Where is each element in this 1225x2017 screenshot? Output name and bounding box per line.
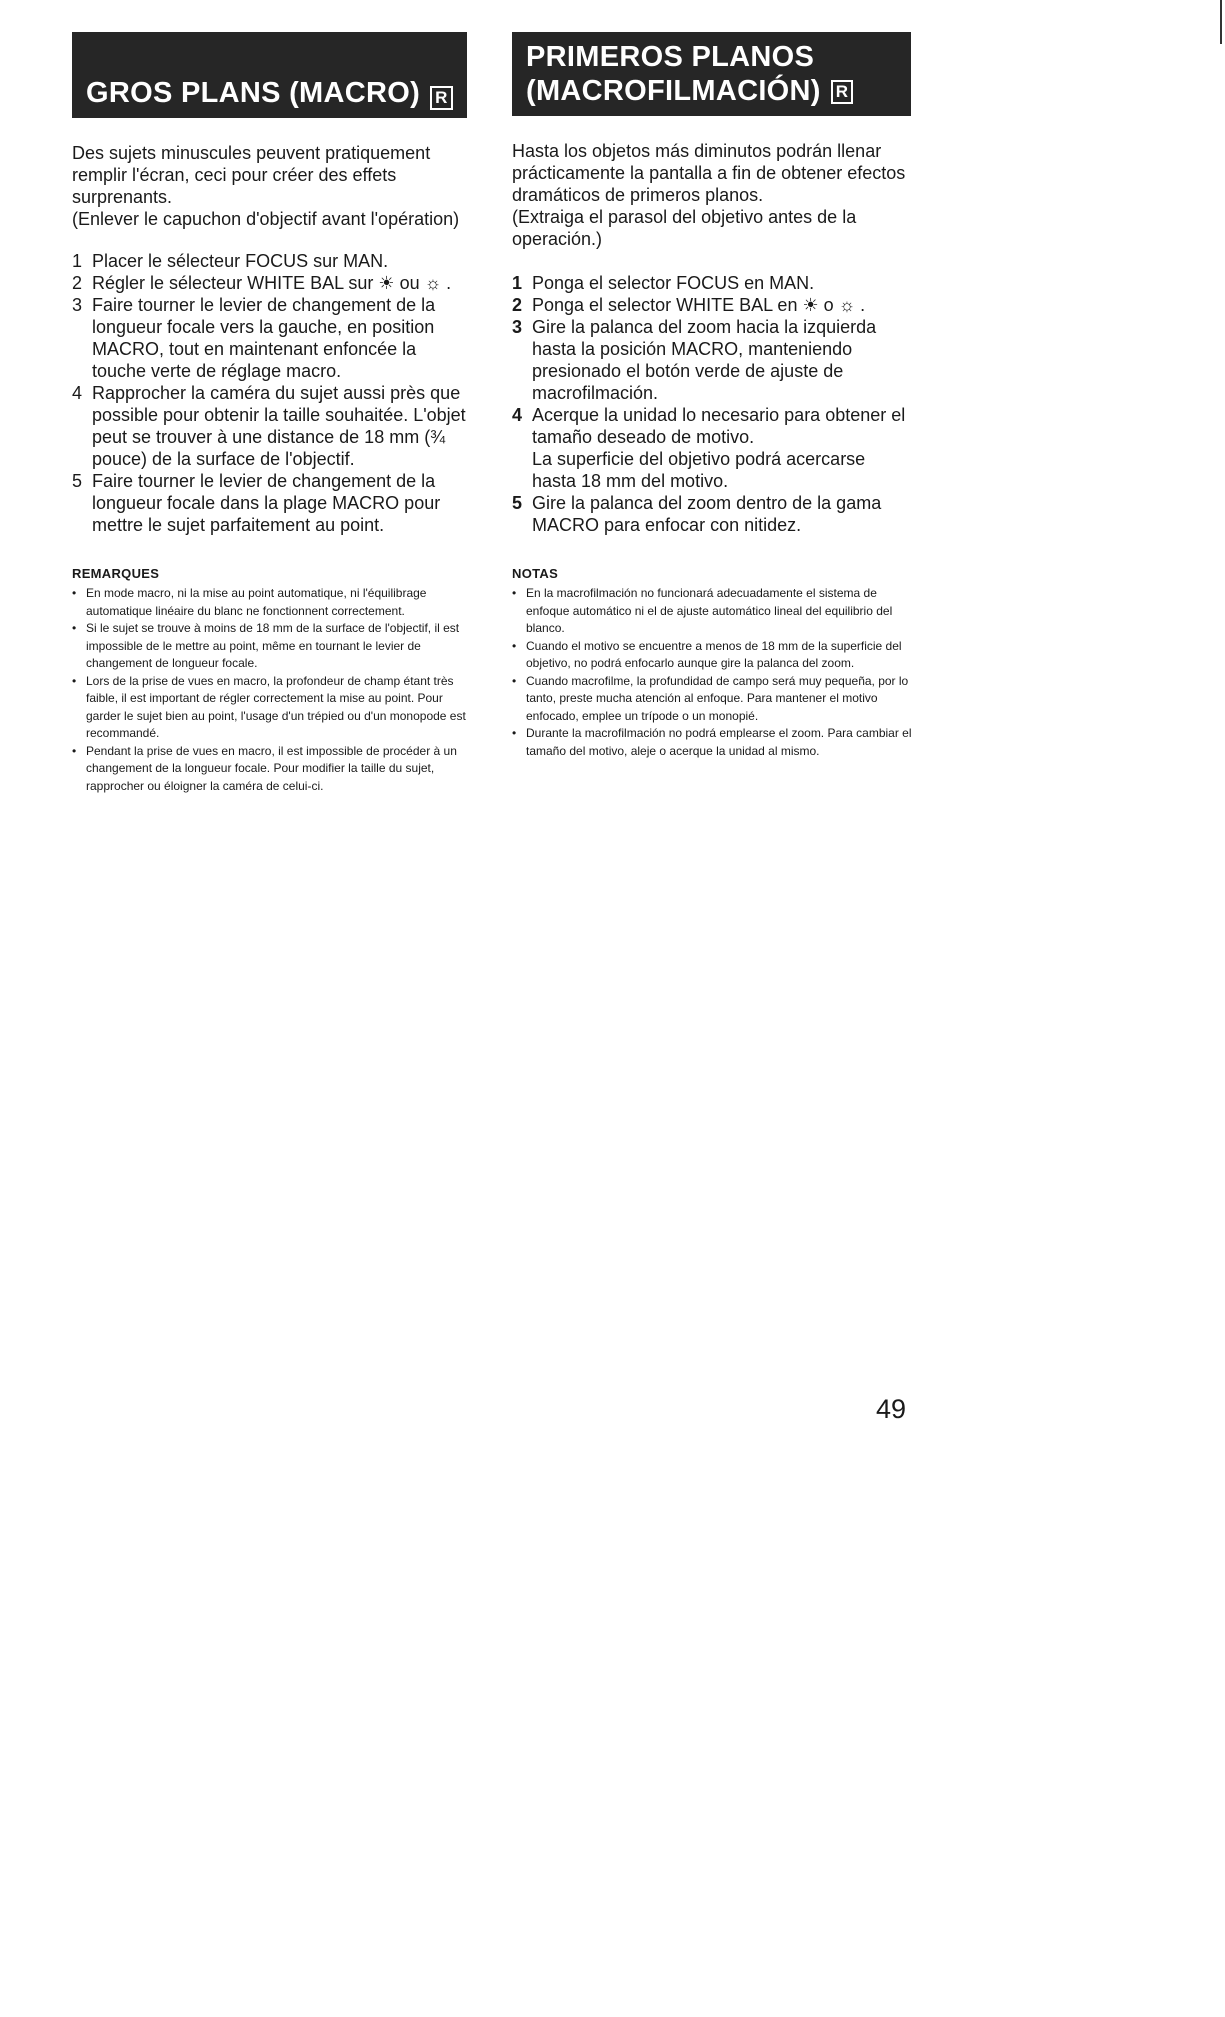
step-item — [72, 250, 467, 272]
step-item — [512, 492, 912, 536]
step-text: Faire tourner le levier de changement de la longueur focale dans la plage MACRO pour mettre le sujet parfaitement au point. — [92, 471, 441, 535]
french-intro-note: (Enlever le capuchon d'objectif avant l'opération) — [72, 209, 460, 229]
note-item — [72, 620, 467, 673]
step-text: Ponga el selector FOCUS en MAN. — [532, 273, 815, 293]
french-title: GROS PLANS (MACRO) — [86, 77, 421, 109]
french-intro-text: Des sujets minuscules peuvent pratiquement remplir l'écran, ceci pour créer des effets surprenants. — [72, 143, 431, 207]
step-number: 5 — [512, 493, 523, 513]
spanish-notes — [512, 585, 912, 760]
bullet-icon: • — [72, 586, 77, 600]
step-number: 1 — [512, 273, 523, 293]
page-number: 49 — [876, 1394, 907, 1424]
step-number: 1 — [72, 251, 83, 271]
note-text: Si le sujet se trouve à moins de 18 mm de la surface de l'objectif, il est impossible de le mettre au point, même en tournant le levier de changement de longueur focale. — [86, 621, 460, 670]
french-column — [72, 32, 467, 795]
note-item — [72, 673, 467, 743]
note-item — [72, 585, 467, 620]
note-item — [512, 673, 912, 726]
step-text: Acerque la unidad lo necesario para obtener el tamaño deseado de motivo. — [532, 405, 906, 447]
note-text: Lors de la prise de vues en macro, la profondeur de champ étant très faible, il est important de régler correctement la mise au point. Pour garder le sujet bien au point, l'usage d'un trépied ou d'un monopode est recommandé. — [86, 673, 466, 740]
step-item — [512, 294, 912, 316]
step-text: Rapprocher la caméra du sujet aussi près que possible pour obtenir la taille souhaitée. L'objet peut se trouver à une distance de 18 mm (¾ pouce) de la surface de l'objectif. — [92, 383, 466, 469]
step-text: Gire la palanca del zoom hacia la izquierda hasta la posición MACRO, manteniendo presionado el botón verde de ajuste de macrofilmación. — [532, 317, 877, 403]
note-text: Cuando macrofilme, la profundidad de campo será muy pequeña, por lo tanto, preste mucha atención al enfoque. Para mantener el motivo enfocado, emplee un trípode o un monopié. — [526, 673, 909, 723]
note-item — [512, 585, 912, 638]
step-item — [72, 382, 467, 470]
step-number: 5 — [72, 471, 83, 491]
step-number: 3 — [512, 317, 523, 337]
step-number: 2 — [512, 295, 523, 315]
bullet-icon: • — [72, 621, 77, 635]
spanish-title-banner — [512, 32, 911, 116]
step-number: 2 — [72, 273, 83, 293]
note-text: Durante la macrofilmación no podrá emplearse el zoom. Para cambiar el tamaño del motivo, aleje o acerque la unidad al mismo. — [526, 726, 912, 758]
bullet-icon: • — [512, 586, 517, 600]
step-text: Placer le sélecteur FOCUS sur MAN. — [92, 251, 389, 271]
step-item — [72, 272, 467, 294]
spanish-intro-text: Hasta los objetos más diminutos podrán llenar prácticamente la pantalla a fin de obtener efectos dramáticos de primeros planos. — [512, 141, 906, 205]
step-item — [72, 470, 467, 536]
step-number: 4 — [512, 405, 523, 425]
note-item — [72, 743, 467, 796]
french-r-badge-icon: R — [430, 86, 453, 110]
step-item — [72, 294, 467, 382]
spanish-r-badge-icon: R — [831, 80, 854, 104]
step-extra-text: La superficie del objetivo podrá acercarse hasta 18 mm del motivo. — [532, 449, 866, 491]
french-steps — [72, 250, 467, 536]
spanish-column — [512, 32, 912, 760]
note-text: En mode macro, ni la mise au point automatique, ni l'équilibrage automatique linéaire du blanc ne fonctionnent correctement. — [86, 586, 427, 618]
step-text: Régler le sélecteur WHITE BAL sur ☀ ou ☼ . — [92, 273, 452, 293]
spanish-intro — [512, 140, 912, 250]
step-item — [512, 316, 912, 404]
french-intro — [72, 142, 467, 230]
page-edge-mark — [1220, 0, 1222, 44]
bullet-icon: • — [72, 743, 77, 758]
bullet-icon: • — [512, 673, 517, 688]
spanish-intro-note: (Extraiga el parasol del objetivo antes de la operación.) — [512, 207, 857, 249]
step-number: 3 — [72, 295, 83, 315]
note-item — [512, 725, 912, 760]
bullet-icon: • — [512, 726, 517, 740]
step-text: Ponga el selector WHITE BAL en ☀ o ☼ . — [532, 295, 866, 315]
step-text: Faire tourner le levier de changement de la longueur focale vers la gauche, en position MACRO, tout en maintenant enfoncée la touche verte de réglage macro. — [92, 295, 436, 381]
french-notes-title: REMARQUES — [72, 566, 160, 581]
french-notes — [72, 585, 467, 795]
note-text: En la macrofilmación no funcionará adecuadamente el sistema de enfoque automático ni el de ajuste automático lineal del equilibrio del blanco. — [526, 586, 893, 635]
spanish-steps — [512, 272, 912, 536]
step-item — [512, 404, 912, 492]
spanish-notes-title: NOTAS — [512, 566, 559, 581]
spanish-title-line2: (MACROFILMACIÓN) — [526, 75, 821, 107]
step-item — [512, 272, 912, 294]
spanish-title-line1: PRIMEROS PLANOS — [526, 41, 815, 73]
note-item — [512, 638, 912, 673]
french-title-banner — [72, 32, 467, 118]
bullet-icon: • — [72, 673, 77, 688]
step-number: 4 — [72, 383, 83, 403]
step-text-group — [532, 404, 912, 492]
note-text: Cuando el motivo se encuentre a menos de 18 mm de la superficie del objetivo, no podrá enfocarlo aunque gire la palanca del zoom. — [526, 638, 902, 670]
step-text: Gire la palanca del zoom dentro de la gama MACRO para enfocar con nitidez. — [532, 493, 882, 535]
note-text: Pendant la prise de vues en macro, il est impossible de procéder à un changement de la longueur focale. Pour modifier la taille du sujet, rapprocher ou éloigner la caméra de celui-ci. — [86, 743, 457, 793]
bullet-icon: • — [512, 638, 517, 653]
